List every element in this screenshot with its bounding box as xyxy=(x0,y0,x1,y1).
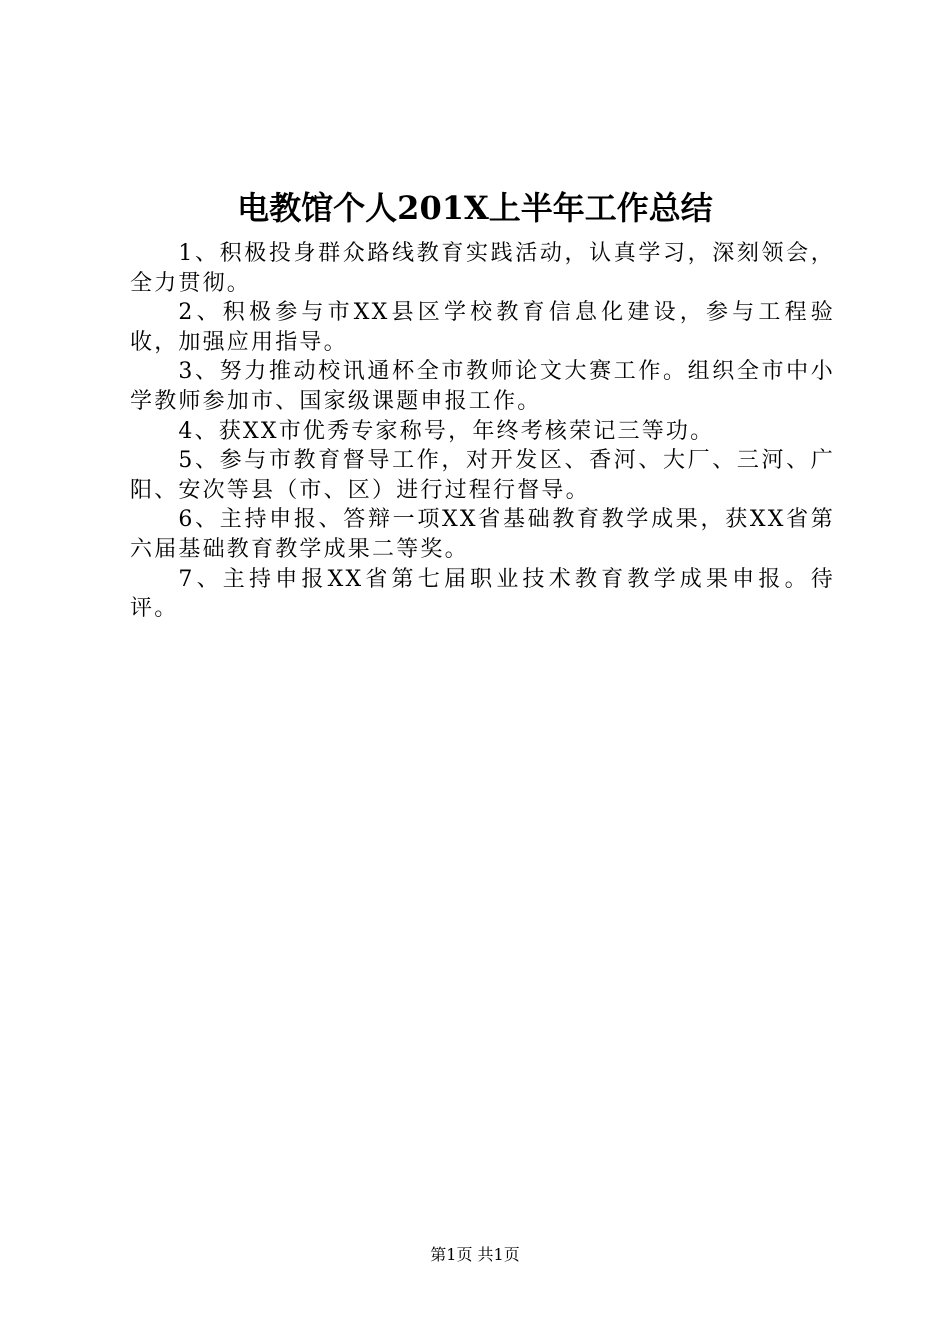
paragraph-7: 7、主持申报XX省第七届职业技术教育教学成果申报。待评。 xyxy=(130,566,835,622)
paragraph-2: 2、积极参与市XX县区学校教育信息化建设，参与工程验收，加强应用指导。 xyxy=(130,300,835,355)
document-title: 电教馆个人201X上半年工作总结 xyxy=(237,189,713,227)
paragraph-3: 3、努力推动校讯通杯全市教师论文大赛工作。组织全市中小学教师参加市、国家级课题申报工作。 xyxy=(130,359,835,414)
paragraph-4: 4、获XX市优秀专家称号，年终考核荣记三等功。 xyxy=(178,418,715,444)
page-footer: 第1页 共1页 xyxy=(430,1245,520,1264)
document-body xyxy=(130,239,835,624)
paragraph-5: 5、参与市教育督导工作，对开发区、香河、大厂、三河、广阳、安次等县（市、区）进行过程行督导。 xyxy=(130,448,835,503)
paragraph-6: 6、主持申报、答辩一项XX省基础教育教学成果，获XX省第六届基础教育教学成果二等奖。 xyxy=(130,507,835,562)
paragraph-1: 1、积极投身群众路线教育实践活动，认真学习，深刻领会，全力贯彻。 xyxy=(130,241,835,296)
